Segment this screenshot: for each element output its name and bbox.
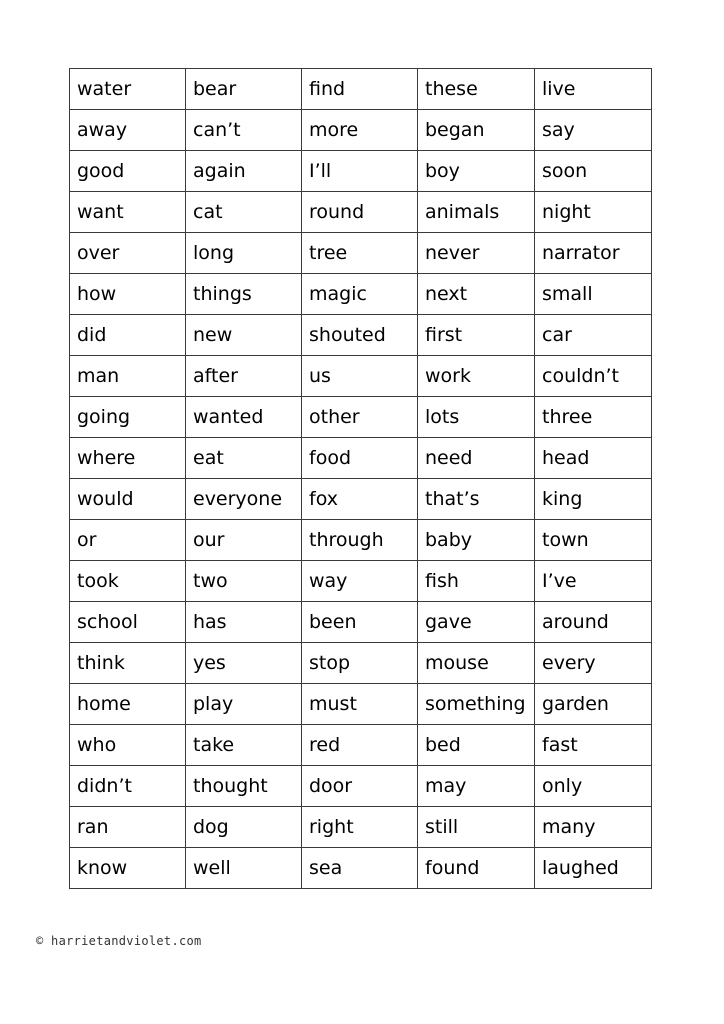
- table-row: [70, 561, 652, 602]
- word-cell: us: [302, 356, 418, 397]
- word-cell: yes: [186, 643, 302, 684]
- table-row: [70, 643, 652, 684]
- word-cell: sea: [302, 848, 418, 889]
- word-cell: over: [70, 233, 186, 274]
- table-row: [70, 684, 652, 725]
- word-cell: bed: [418, 725, 535, 766]
- word-cell: these: [418, 69, 535, 110]
- word-cell: something: [418, 684, 535, 725]
- word-cell: I’ve: [535, 561, 652, 602]
- word-cell: did: [70, 315, 186, 356]
- word-cell: lots: [418, 397, 535, 438]
- word-cell: night: [535, 192, 652, 233]
- word-cell: can’t: [186, 110, 302, 151]
- word-cell: still: [418, 807, 535, 848]
- table-row: [70, 725, 652, 766]
- word-cell: king: [535, 479, 652, 520]
- word-cell: way: [302, 561, 418, 602]
- word-cell: every: [535, 643, 652, 684]
- word-cell: want: [70, 192, 186, 233]
- word-cell: stop: [302, 643, 418, 684]
- table-row: [70, 315, 652, 356]
- word-cell: head: [535, 438, 652, 479]
- table-row: [70, 274, 652, 315]
- word-cell: round: [302, 192, 418, 233]
- word-cell: where: [70, 438, 186, 479]
- word-cell: new: [186, 315, 302, 356]
- word-cell: fast: [535, 725, 652, 766]
- word-cell: dog: [186, 807, 302, 848]
- word-cell: next: [418, 274, 535, 315]
- word-cell: fox: [302, 479, 418, 520]
- word-cell: other: [302, 397, 418, 438]
- word-cell: man: [70, 356, 186, 397]
- word-cell: through: [302, 520, 418, 561]
- word-cell: has: [186, 602, 302, 643]
- word-cell: know: [70, 848, 186, 889]
- word-cell: three: [535, 397, 652, 438]
- table-row: [70, 397, 652, 438]
- word-cell: baby: [418, 520, 535, 561]
- word-cell: who: [70, 725, 186, 766]
- copyright-notice: © harrietandviolet.com: [36, 934, 202, 948]
- word-cell: been: [302, 602, 418, 643]
- table-row: [70, 151, 652, 192]
- word-cell: may: [418, 766, 535, 807]
- word-cell: thought: [186, 766, 302, 807]
- word-cell: red: [302, 725, 418, 766]
- word-cell: door: [302, 766, 418, 807]
- table-row: [70, 602, 652, 643]
- word-cell: tree: [302, 233, 418, 274]
- word-cell: good: [70, 151, 186, 192]
- word-cell: gave: [418, 602, 535, 643]
- word-cell: that’s: [418, 479, 535, 520]
- table-row: [70, 192, 652, 233]
- word-cell: shouted: [302, 315, 418, 356]
- word-cell: only: [535, 766, 652, 807]
- word-cell: narrator: [535, 233, 652, 274]
- word-cell: boy: [418, 151, 535, 192]
- word-cell: after: [186, 356, 302, 397]
- word-cell: home: [70, 684, 186, 725]
- word-cell: going: [70, 397, 186, 438]
- word-cell: food: [302, 438, 418, 479]
- word-cell: eat: [186, 438, 302, 479]
- table-row: [70, 766, 652, 807]
- word-cell: small: [535, 274, 652, 315]
- word-cell: must: [302, 684, 418, 725]
- word-cell: say: [535, 110, 652, 151]
- word-cell: didn’t: [70, 766, 186, 807]
- word-cell: town: [535, 520, 652, 561]
- word-cell: away: [70, 110, 186, 151]
- word-cell: bear: [186, 69, 302, 110]
- word-cell: school: [70, 602, 186, 643]
- word-cell: two: [186, 561, 302, 602]
- word-cell: would: [70, 479, 186, 520]
- word-cell: again: [186, 151, 302, 192]
- word-cell: fish: [418, 561, 535, 602]
- word-cell: our: [186, 520, 302, 561]
- word-cell: began: [418, 110, 535, 151]
- word-cell: more: [302, 110, 418, 151]
- word-cell: soon: [535, 151, 652, 192]
- word-cell: how: [70, 274, 186, 315]
- word-cell: many: [535, 807, 652, 848]
- table-row: [70, 438, 652, 479]
- word-cell: I’ll: [302, 151, 418, 192]
- word-cell: animals: [418, 192, 535, 233]
- table-row: [70, 233, 652, 274]
- word-cell: found: [418, 848, 535, 889]
- word-cell: live: [535, 69, 652, 110]
- word-cell: find: [302, 69, 418, 110]
- word-cell: right: [302, 807, 418, 848]
- table-row: [70, 69, 652, 110]
- word-cell: work: [418, 356, 535, 397]
- word-cell: wanted: [186, 397, 302, 438]
- word-cell: or: [70, 520, 186, 561]
- word-table: [69, 68, 652, 889]
- word-cell: play: [186, 684, 302, 725]
- table-row: [70, 356, 652, 397]
- word-cell: everyone: [186, 479, 302, 520]
- word-cell: garden: [535, 684, 652, 725]
- word-cell: took: [70, 561, 186, 602]
- word-cell: couldn’t: [535, 356, 652, 397]
- word-cell: car: [535, 315, 652, 356]
- word-cell: think: [70, 643, 186, 684]
- word-cell: first: [418, 315, 535, 356]
- word-cell: water: [70, 69, 186, 110]
- word-cell: long: [186, 233, 302, 274]
- table-row: [70, 479, 652, 520]
- word-cell: things: [186, 274, 302, 315]
- table-row: [70, 807, 652, 848]
- word-cell: need: [418, 438, 535, 479]
- word-cell: magic: [302, 274, 418, 315]
- word-cell: well: [186, 848, 302, 889]
- word-cell: laughed: [535, 848, 652, 889]
- table-row: [70, 110, 652, 151]
- word-cell: ran: [70, 807, 186, 848]
- word-cell: mouse: [418, 643, 535, 684]
- word-cell: never: [418, 233, 535, 274]
- word-table-body: [70, 69, 652, 889]
- word-cell: around: [535, 602, 652, 643]
- table-row: [70, 848, 652, 889]
- table-row: [70, 520, 652, 561]
- word-cell: take: [186, 725, 302, 766]
- word-cell: cat: [186, 192, 302, 233]
